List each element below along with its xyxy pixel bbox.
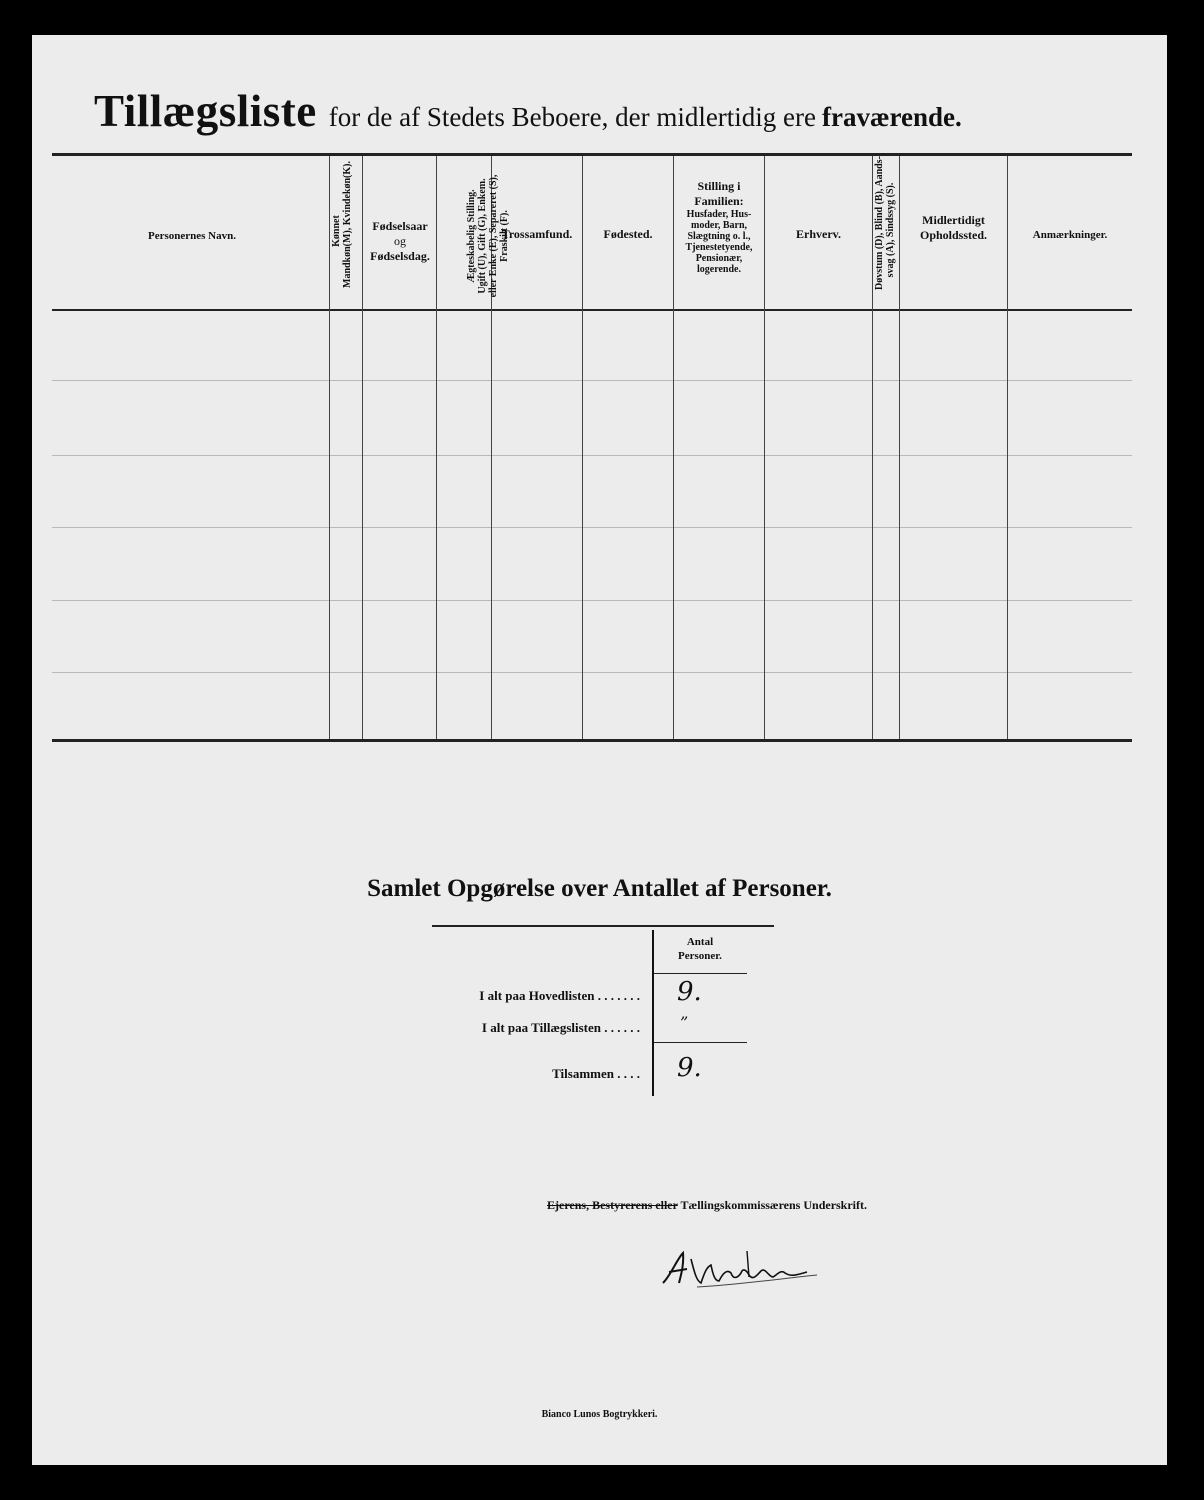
table-row [52, 527, 1132, 528]
header-family-detail2: moder, Barn, [690, 220, 748, 231]
header-birth-line3: Fødselsdag. [370, 249, 430, 263]
header-remarks: Anmærkninger. [1032, 229, 1108, 241]
table-bottom-rule [52, 739, 1132, 742]
header-marital-title: Ægteskabelig Stilling. [466, 189, 477, 283]
summary-top-rule [432, 925, 774, 927]
header-temp-residence-line2: Opholdssted. [919, 228, 988, 242]
header-sex [331, 161, 361, 288]
summary-column-header-line1: Antal [686, 936, 714, 948]
header-birth [364, 219, 436, 264]
signature-caption [547, 1198, 867, 1213]
header-family [674, 179, 764, 275]
header-disability [874, 156, 898, 290]
printer-imprint: Bianco Lunos Bogtrykkeri. [541, 1409, 658, 1420]
column-divider [329, 156, 330, 739]
column-divider [764, 156, 765, 739]
column-divider [362, 156, 363, 739]
table-row [52, 672, 1132, 673]
header-occupation: Erhverv. [796, 227, 841, 241]
header-family-title1: Stilling i [697, 179, 741, 193]
header-sex-detail: Mandkøn(M), Kvindekøn(K). [342, 161, 353, 288]
summary-value-supplement-list: ” [680, 1013, 689, 1032]
form-title [94, 85, 1164, 137]
header-temp-residence-line1: Midlertidigt [922, 213, 985, 227]
header-family-detail3: Slægtning o. l., [687, 231, 751, 242]
signature-caption-text: Tællingskommissærens Underskrift. [680, 1198, 868, 1212]
summary-header-rule [654, 973, 747, 974]
table-header-rule [52, 309, 1132, 311]
handwritten-signature [657, 1245, 827, 1295]
header-birth-line1: Fødselsaar [372, 219, 428, 233]
header-disability-line1: Døvstum (D), Blind (B), Aands- [874, 156, 885, 290]
header-marital-detail2: eller Enke (E), Separeret (S), [488, 174, 499, 298]
title-rest: for de af Stedets Beboere, der midlertidig ere [328, 102, 817, 132]
header-birth-line2: og [394, 234, 406, 248]
summary-total-rule [654, 1042, 747, 1043]
table-row [52, 455, 1132, 456]
summary-label-supplement-list: I alt paa Tillægslisten . . . . . . [481, 1020, 640, 1035]
summary-label-total: Tilsammen . . . . [552, 1066, 640, 1081]
header-name: Personernes Navn. [148, 230, 236, 242]
header-temp-residence [900, 213, 1007, 243]
summary-value-total: 9. [677, 1053, 702, 1083]
title-emphasis: fraværende. [822, 102, 962, 132]
column-divider [436, 156, 437, 739]
header-religion: Trossamfund. [501, 227, 573, 241]
column-divider [582, 156, 583, 739]
header-family-detail5: Pensionær, [695, 253, 743, 264]
header-family-title2: Familien: [694, 194, 744, 208]
header-family-detail1: Husfader, Hus- [686, 209, 752, 220]
header-sex-title: Kønnet [331, 215, 342, 247]
table-row [52, 380, 1132, 381]
header-family-detail6: logerende. [697, 264, 741, 275]
signature-struck-text: Ejerens, Bestyrerens eller [547, 1198, 678, 1212]
header-family-detail4: Tjenestetyende, [685, 242, 753, 253]
summary-column-header-line2: Personer. [678, 950, 722, 962]
summary-column-header [654, 935, 746, 963]
table-top-rule [52, 153, 1132, 156]
summary-label-main-list: I alt paa Hovedlisten . . . . . . . [479, 988, 640, 1003]
census-form-sheet [32, 35, 1167, 1465]
title-main: Tillægsliste [94, 86, 317, 136]
header-marital-detail1: Ugift (U), Gift (G), Enkem. [477, 178, 488, 294]
header-marital-detail3: Fraskilt (F). [499, 210, 510, 262]
header-birthplace: Fødested. [603, 227, 653, 241]
summary-value-main-list: 9. [677, 977, 702, 1007]
header-disability-line2: svag (A), Sindssyg (S). [885, 182, 896, 278]
table-row [52, 600, 1132, 601]
column-divider [1007, 156, 1008, 739]
column-divider [872, 156, 873, 739]
column-divider [899, 156, 900, 739]
summary-title: Samlet Opgørelse over Antallet af Personer. [367, 875, 832, 902]
